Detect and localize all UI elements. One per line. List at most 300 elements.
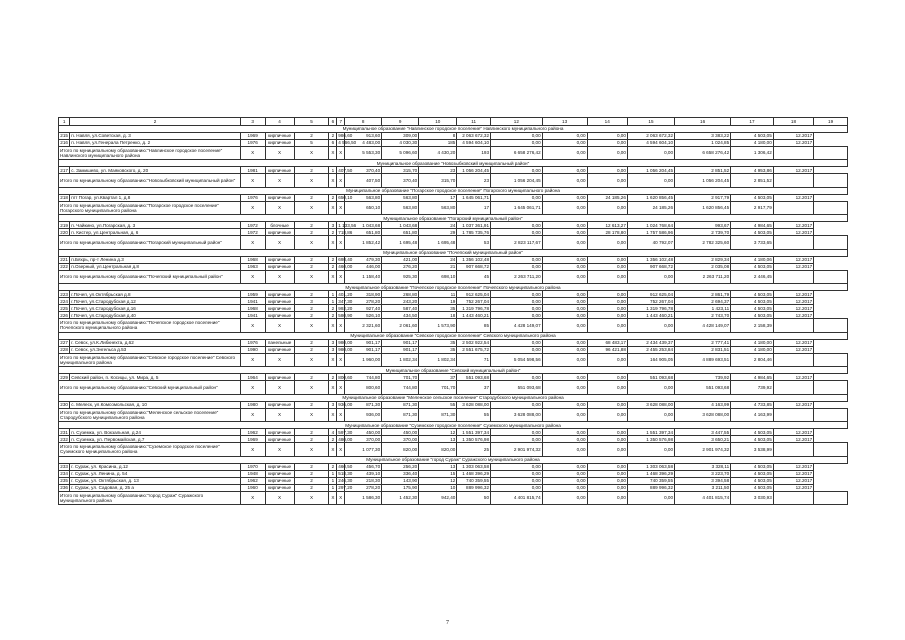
section-row (59, 367, 848, 374)
table-cell: 518,30 (338, 471, 353, 476)
table-cell: X (337, 174, 345, 188)
table-cell: 1962 (240, 477, 265, 484)
table-cell: 0,00 (587, 374, 627, 381)
table-cell: 0,00 (587, 132, 627, 139)
table-cell: X (294, 146, 329, 160)
table-cell: кирпичные (265, 132, 294, 139)
table-cell: 739,92 (731, 381, 774, 395)
section-row (59, 422, 848, 429)
municipality-title: Муниципальное образование "Севский муниципальный район" (59, 367, 848, 374)
table-cell: 1968 (240, 256, 265, 263)
table-cell: X (329, 443, 337, 457)
table-cell: 12.2017 (773, 222, 813, 229)
table-cell: 1 (329, 470, 337, 477)
table-cell: 4 180,00 (731, 139, 774, 146)
table-cell: 0,00 (491, 222, 543, 229)
table-cell: блочные (265, 222, 294, 229)
table-cell: 0,00 (491, 167, 543, 174)
table-row (59, 484, 848, 491)
table-cell: 3 030,93 (731, 491, 774, 505)
table-cell: 3 (329, 401, 337, 408)
table-cell: 19 (419, 298, 457, 305)
table-cell: 1980 (240, 401, 265, 408)
table-cell: 1 (329, 298, 337, 305)
table-cell: 2 (294, 263, 329, 270)
table-cell: 1962 (240, 429, 265, 436)
table-cell: 551 093,68 (491, 381, 543, 395)
table-cell: 4 503,05 (731, 429, 774, 436)
municipality-title: Муниципальное образование "Меленское сельское поселение" Стародубского муниципального района (59, 394, 848, 401)
section-row (59, 284, 848, 291)
table-row (59, 263, 848, 270)
table-cell: 2 (294, 484, 329, 491)
table-cell: 315,70 (419, 174, 457, 188)
table-cell: 0,00 (542, 263, 587, 270)
table-cell: 1 303 063,58 (457, 463, 491, 470)
table-cell: 0,00 (542, 194, 587, 201)
column-number: 11 (457, 118, 491, 126)
table-cell: 1 056 204,45 (491, 174, 543, 188)
table-cell: X (240, 236, 265, 250)
table-cell: 1 620 856,45 (627, 194, 674, 201)
table-cell: 718,86 (338, 229, 353, 235)
table-cell: 12 (419, 429, 457, 436)
column-number: 6 (329, 118, 337, 126)
table-cell: 901,17 (345, 346, 382, 353)
table-cell: 11 (419, 291, 457, 298)
total-label: Итого по муниципальному образованию:"город Сураж" Суражского муниципального района (59, 491, 241, 505)
table-cell: с. Замишево, ул. Маяковского, д. 20 (70, 167, 241, 174)
table-cell: 1 757 586,96 (627, 229, 674, 236)
table-cell: 4 984,65 (731, 222, 774, 229)
municipality-title: Муниципальное образование "Почепское городское поселение" Почепского муниципального района (59, 284, 848, 291)
table-cell: 232 (60, 436, 68, 442)
table-cell: 1990 (240, 346, 265, 353)
table-cell: 50 (457, 491, 491, 505)
table-cell: 0,00 (542, 256, 587, 263)
table-cell: 1964 (240, 374, 265, 381)
table-cell: 3 394,58 (675, 477, 731, 484)
table-cell: 0,00 (587, 319, 627, 333)
table-cell: 0,00 (542, 491, 587, 505)
table-cell: 1941 (240, 312, 265, 319)
table-cell: 15 (419, 470, 457, 477)
table-cell: 901,17 (382, 339, 419, 346)
table-cell: кирпичные (265, 477, 294, 484)
table-cell: 942,40 (419, 491, 457, 505)
table-cell: 871,30 (382, 408, 419, 422)
table-cell: 4 401 815,74 (491, 491, 543, 505)
table-cell: 1 356 102,48 (627, 256, 674, 263)
table-cell: 551 093,68 (457, 374, 491, 381)
table-cell (814, 270, 848, 284)
table-cell: 2 446,45 (731, 270, 774, 284)
table-cell: 1 356 102,48 (457, 256, 491, 263)
table-cell: 2 831,51 (675, 346, 731, 353)
table-cell: г. Севск, ул.К.Либкнехта, д.62 (70, 339, 241, 346)
table-cell: 3 (294, 298, 329, 305)
table-cell: 0,00 (627, 443, 674, 457)
table-cell: 0,00 (587, 381, 627, 395)
table-cell (814, 236, 848, 250)
table-cell: 228 (60, 347, 68, 352)
table-cell: кирпичные (265, 470, 294, 477)
table-cell: 12.2017 (773, 312, 813, 319)
table-cell: X (240, 146, 265, 160)
total-label: Итого по муниципальному образованию:"Навлинское городское поселение" Навлинского муниципального района (59, 146, 241, 160)
section-row (59, 249, 848, 256)
table-cell: 4 594 604,10 (627, 139, 674, 146)
table-cell: 1 423,11 (675, 305, 731, 312)
table-cell: 0,00 (542, 484, 587, 491)
table-cell: X (329, 146, 337, 160)
table-cell: 2 (329, 132, 337, 139)
table-cell (773, 491, 813, 505)
table-cell: 2 (329, 256, 337, 263)
table-cell: 407,50 (345, 174, 382, 188)
table-cell: 871,30 (382, 401, 419, 408)
table-cell: 2 (329, 436, 337, 443)
table-cell: 563,80 (345, 194, 382, 201)
table-cell: 2 (294, 374, 329, 381)
table-cell: 10 (419, 484, 457, 491)
table-cell: 450,00 (345, 429, 382, 436)
table-cell: 4 (329, 429, 337, 436)
table-cell: 226 (60, 312, 68, 318)
table-cell: 2 901 974,32 (675, 443, 731, 457)
table-cell: 2 777,41 (675, 339, 731, 346)
table-cell: 235 (60, 478, 68, 483)
table-cell: 12.2017 (773, 263, 813, 270)
table-cell: X (337, 381, 345, 395)
table-cell: 3 650,21 (675, 436, 731, 443)
table-cell (814, 174, 848, 188)
document-page (58, 117, 848, 505)
table-cell: 1959 (240, 291, 265, 298)
table-cell (773, 174, 813, 188)
table-cell: 68 483,17 (587, 339, 627, 346)
table-cell: 6 (329, 139, 337, 146)
table-cell: X (294, 408, 329, 422)
total-label: Итого по муниципальному образованию:"Новозыбковский муниципальный район" (59, 174, 241, 188)
section-row (59, 160, 848, 167)
table-cell: 1 (329, 477, 337, 484)
table-cell: 0,00 (587, 174, 627, 188)
table-cell: X (329, 174, 337, 188)
table-cell: 2 063 672,32 (457, 132, 491, 139)
table-cell: 29 (419, 229, 457, 236)
table-cell: 446,00 (345, 263, 382, 270)
table-cell: 12.2017 (773, 167, 813, 174)
table-row (59, 139, 848, 146)
table-cell: 2 (329, 263, 337, 270)
table-cell: 3 (329, 339, 337, 346)
table-cell: кирпичные (265, 305, 294, 312)
total-row (59, 236, 848, 250)
table-cell: 0,00 (491, 463, 543, 470)
table-cell: 456,70 (345, 463, 382, 470)
table-cell: 2 901 974,32 (491, 443, 543, 457)
table-cell: 2 061,60 (382, 319, 419, 333)
table-cell: 2 (329, 229, 337, 236)
table-cell: 986,60 (338, 133, 353, 138)
table-cell: 3 538,99 (731, 443, 774, 457)
table-cell: 0,00 (542, 346, 587, 353)
table-cell: 4 503,05 (731, 463, 774, 470)
table-cell: 1969 (240, 436, 265, 443)
table-cell (814, 491, 848, 505)
table-cell: 370,00 (382, 436, 419, 443)
table-cell: X (337, 491, 345, 505)
table-cell: 370,40 (382, 174, 419, 188)
table-cell: 1960 (240, 484, 265, 491)
table-cell: 4 503,05 (731, 436, 774, 443)
section-row (59, 125, 848, 132)
table-row (59, 229, 848, 236)
table-cell: 0,00 (587, 484, 627, 491)
table-cell: 3 (329, 346, 337, 353)
table-cell: 17 (457, 201, 491, 215)
table-cell: 12.2017 (773, 291, 813, 298)
table-cell: 0,00 (587, 270, 627, 284)
total-label: Итого по муниципальному образованию:"Севское городское поселение" Севского муниципального района (59, 353, 241, 367)
total-row (59, 443, 848, 457)
table-cell: 1 573,90 (419, 319, 457, 333)
table-cell: 12.2017 (773, 229, 813, 236)
table-cell: 24 185,26 (627, 201, 674, 215)
table-row (59, 256, 848, 263)
table-cell: 0,00 (587, 305, 627, 312)
table-cell: 0,00 (542, 291, 587, 298)
table-cell: 0,00 (627, 174, 674, 188)
table-cell: X (329, 491, 337, 505)
table-cell: 2 263 711,20 (675, 270, 731, 284)
table-cell: X (337, 319, 345, 333)
table-cell: 0,00 (491, 429, 543, 436)
table-cell: 927,40 (345, 305, 382, 312)
table-cell: 1 350 576,98 (457, 436, 491, 443)
table-cell: 18 (419, 312, 457, 319)
table-cell: 1976 (240, 194, 265, 201)
table-cell: 871,30 (345, 401, 382, 408)
table-cell: 1 319 796,78 (627, 305, 674, 312)
table-cell: 24 185,26 (587, 194, 627, 201)
table-cell: 4 889 693,51 (675, 353, 731, 367)
table-cell: 0,00 (542, 408, 587, 422)
column-number: 2 (70, 118, 241, 126)
table-cell: 3 211,50 (675, 484, 731, 491)
table-cell: 597,30 (338, 429, 353, 435)
column-number: 10 (419, 118, 457, 126)
table-cell: 912 625,04 (457, 291, 491, 298)
table-cell: 1 695,48 (382, 236, 419, 250)
table-cell: 4 503,05 (731, 263, 774, 270)
total-row (59, 353, 848, 367)
table-cell: 0,00 (542, 401, 587, 408)
table-cell: 164 905,05 (627, 353, 674, 367)
table-cell: кирпичные (265, 374, 294, 381)
table-cell: 1 443 460,21 (457, 312, 491, 319)
total-label: Итого по муниципальному образованию:"Погарское городское поселение" Погарского муниципального района (59, 201, 241, 215)
table-row (59, 346, 848, 353)
table-cell: 551 093,68 (675, 381, 731, 395)
table-cell: 650,10 (345, 201, 382, 215)
table-cell: 2 (294, 167, 329, 174)
table-cell: 4 503,05 (731, 194, 774, 201)
table-cell: 901,17 (382, 346, 419, 353)
table-cell (773, 443, 813, 457)
table-cell: 0,00 (587, 436, 627, 443)
table-cell: кирпичные (265, 263, 294, 270)
table-cell: 1 043,68 (382, 222, 419, 229)
table-cell: 651,80 (345, 229, 382, 236)
table-cell: кирпичные (265, 298, 294, 305)
table-cell: 8 (419, 132, 457, 139)
table-cell: 370,00 (345, 436, 382, 443)
table-cell: 229 (60, 374, 68, 380)
table-cell: 0,00 (627, 381, 674, 395)
table-cell: 2 434 439,37 (627, 339, 674, 346)
table-cell: 2 694,37 (675, 298, 731, 305)
municipality-title: Муниципальное образование "Навлинское городское поселение" Навлинского муниципального района (59, 125, 848, 132)
table-cell: 219 (60, 222, 68, 228)
table-cell: 2 263 711,20 (491, 270, 543, 284)
table-cell: X (265, 319, 294, 333)
table-cell: 225 (60, 305, 68, 311)
table-cell: 4 984,65 (731, 374, 774, 381)
table-cell: 1 056 204,45 (675, 174, 731, 188)
table-cell: 55 (457, 408, 491, 422)
table-cell: 2 804,46 (731, 353, 774, 367)
table-cell: 246,30 (338, 478, 353, 483)
table-cell: 1 551 397,34 (627, 429, 674, 436)
table-cell: 1972 (240, 229, 265, 236)
table-cell: 0,00 (587, 201, 627, 215)
table-cell: 4 503,05 (731, 312, 774, 319)
table-cell: 2 (294, 429, 329, 436)
municipality-title: Муниципальное образование "Севское городское поселение" Севского муниципального района (59, 332, 848, 339)
table-cell: 744,80 (382, 381, 419, 395)
table-cell: 28 178,80 (587, 229, 627, 236)
table-cell: 2 063 672,32 (627, 132, 674, 139)
table-cell: с. Мелеск, ул.Комсомольская, д. 10 (70, 401, 241, 408)
table-cell (773, 319, 813, 333)
table-cell: 752 267,04 (457, 298, 491, 305)
table-cell: 278,20 (345, 484, 382, 491)
table-cell: 193 (457, 146, 491, 160)
table-cell: 992,20 (338, 305, 353, 311)
table-cell: 0,00 (587, 291, 627, 298)
table-cell: 0,00 (542, 167, 587, 174)
table-cell: 563,80 (382, 201, 419, 215)
table-cell: 13 (419, 436, 457, 443)
table-cell: 0,00 (542, 477, 587, 484)
table-cell: 407,50 (338, 167, 353, 173)
table-cell: X (329, 319, 337, 333)
table-cell: 1 319 796,78 (457, 305, 491, 312)
capital-repair-table (58, 117, 848, 505)
table-cell: 0,00 (627, 408, 674, 422)
column-number: 4 (265, 118, 294, 126)
table-cell: 2 (329, 312, 337, 319)
table-cell: 0,00 (491, 305, 543, 312)
table-cell: 2 851,52 (675, 167, 731, 174)
table-cell: 2 (294, 477, 329, 484)
table-cell: 223 (60, 291, 68, 297)
table-cell: 2 782 325,60 (675, 236, 731, 250)
table-cell: п.Бяхрь, пр-т Ленина д.3 (70, 256, 241, 263)
table-cell: X (337, 236, 345, 250)
table-cell: панельные (265, 339, 294, 346)
table-cell: X (337, 353, 345, 367)
table-cell: 2 158,39 (731, 319, 774, 333)
table-cell (814, 319, 848, 333)
table-cell: 980,00 (338, 347, 353, 352)
table-row (59, 167, 848, 174)
table-cell: 701,70 (382, 374, 419, 381)
table-cell: кирпичные (265, 291, 294, 298)
table-cell: 1 785 735,76 (457, 229, 491, 236)
table-cell: X (265, 146, 294, 160)
table-cell: 12.2017 (773, 298, 813, 305)
total-label: Итого по муниципальному образованию:"Погарский муниципальный район" (59, 236, 241, 250)
table-cell: 278,20 (345, 298, 382, 305)
table-cell: X (294, 270, 329, 284)
table-cell: 2 (329, 194, 337, 201)
municipality-title: Муниципальное образование "Новозыбковский муниципальный район" (59, 160, 848, 167)
table-cell: 0,00 (587, 401, 627, 408)
table-cell: X (240, 381, 265, 395)
table-cell: кирпичные (265, 436, 294, 443)
column-number: 16 (675, 118, 731, 126)
table-cell: 2 917,79 (731, 201, 774, 215)
table-cell: 4 180,06 (731, 256, 774, 263)
table-cell: 3 733,65 (731, 236, 774, 250)
header-row (59, 118, 848, 126)
table-cell: 980,00 (338, 340, 353, 345)
table-cell: 4 503,05 (731, 305, 774, 312)
table-cell: X (294, 319, 329, 333)
table-cell: 12.2017 (773, 194, 813, 201)
table-cell: 0,00 (542, 436, 587, 443)
table-cell: X (240, 353, 265, 367)
total-label: Итого по муниципальному образованию:"Суземское городское поселение" Суземского муниципального района (59, 443, 241, 457)
table-cell: 1 468 396,29 (457, 470, 491, 477)
column-number: 5 (294, 118, 329, 126)
table-cell: 739,92 (675, 374, 731, 381)
table-cell: 0,00 (587, 353, 627, 367)
table-cell: 460,00 (338, 264, 353, 269)
table-cell: X (240, 174, 265, 188)
table-cell: 480,00 (338, 436, 353, 442)
table-cell: 234 (60, 471, 68, 476)
table-cell: 1 802,34 (382, 353, 419, 367)
table-cell: 650,10 (338, 195, 353, 200)
table-cell: 5 553,30 (345, 146, 382, 160)
table-cell: 1 802,34 (419, 353, 457, 367)
table-cell: 0,00 (627, 491, 674, 505)
table-cell: X (329, 270, 337, 284)
table-cell: 6 658 276,42 (675, 146, 731, 160)
table-cell: 2 823 117,67 (491, 236, 543, 250)
table-cell: 0,00 (587, 256, 627, 263)
table-cell: 744,80 (345, 374, 382, 381)
table-cell: 1 037 361,91 (457, 222, 491, 229)
table-cell: 2 917,79 (675, 194, 731, 201)
table-cell: X (294, 201, 329, 215)
table-cell: 3 447,55 (675, 429, 731, 436)
table-cell: 336,40 (382, 470, 419, 477)
